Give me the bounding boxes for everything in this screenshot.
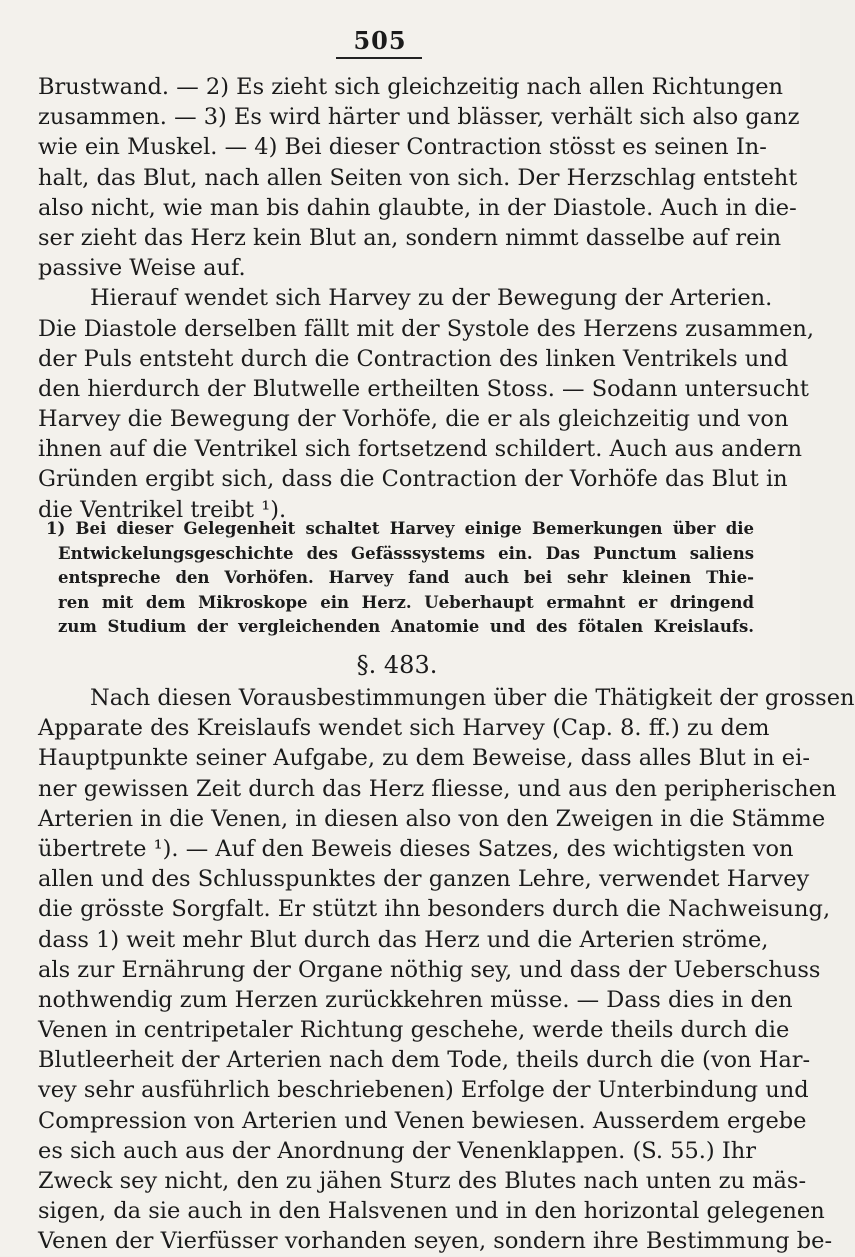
page-number-rule — [336, 57, 422, 59]
text-line: Arterien in die Venen, in diesen also von den Zweigen in die Stämme — [38, 805, 826, 832]
text-line: also nicht, wie man bis dahin glaubte, in der Diastole. Auch in die- — [38, 194, 797, 221]
text-line: die Ventrikel treibt ¹). — [38, 496, 287, 523]
text-line: Hauptpunkte seiner Aufgabe, zu dem Beweise, dass alles Blut in ei- — [38, 745, 810, 772]
text-line: Gründen ergibt sich, dass die Contraction der Vorhöfe das Blut in — [38, 466, 788, 493]
text-line: übertrete ¹). — Auf den Beweis dieses Satzes, des wichtigsten von — [38, 835, 794, 862]
text-line: ihnen auf die Ventrikel sich fortsetzend schildert. Auch aus andern — [38, 436, 802, 463]
top-paragraphs — [38, 72, 815, 525]
text-line: Venen der Vierfüsser vorhanden seyen, sondern ihre Bestimmung be- — [38, 1228, 833, 1255]
text-line: der Puls entsteht durch die Contraction des linken Ventrikels und — [38, 345, 789, 372]
footnote-line: 1) Bei dieser Gelegenheit schaltet Harvey einige Bemerkungen über die — [46, 519, 754, 538]
footnote-line: zum Studium der vergleichenden Anatomie und des fötalen Kreislaufs. — [58, 617, 754, 637]
text-line: als zur Ernährung der Organe nöthig sey, und dass der Ueberschuss — [38, 956, 821, 983]
text-line: sigen, da sie auch in den Halsvenen und in den horizontal gelegenen — [38, 1198, 825, 1225]
text-line: halt, das Blut, nach allen Seiten von sich. Der Herzschlag entsteht — [38, 164, 798, 191]
text-line: Zweck sey nicht, den zu jähen Sturz des Blutes nach unten zu mäs- — [38, 1168, 807, 1194]
text-line: Harvey die Bewegung der Vorhöfe, die er als gleichzeitig und von — [38, 406, 789, 433]
text-line: ser zieht das Herz kein Blut an, sondern nimmt dasselbe auf rein — [38, 224, 782, 251]
text-line: Brustwand. — 2) Es zieht sich gleichzeitig nach allen Richtungen — [38, 74, 784, 100]
text-line: nothwendig zum Herzen zurückkehren müsse. — Dass dies in den — [38, 986, 793, 1013]
text-line: Compression von Arterien und Venen bewiesen. Ausserdem ergebe — [38, 1107, 807, 1134]
bottom-paragraphs — [38, 683, 855, 1257]
text-line: dass 1) weit mehr Blut durch das Herz und die Arterien ströme, — [38, 926, 769, 953]
footnote-line: ren mit dem Mikroskope ein Herz. Ueberhaupt ermahnt er dringend — [58, 592, 754, 612]
page-number: 505 — [353, 26, 407, 55]
text-line: vey sehr ausführlich beschriebenen) Erfolge der Unterbindung und — [38, 1077, 809, 1104]
text-line: die grösste Sorgfalt. Er stützt ihn besonders durch die Nachweisung, — [38, 896, 831, 923]
section-heading: §. 483. — [356, 651, 438, 679]
text-line: allen und des Schlusspunktes der ganzen Lehre, verwendet Harvey — [38, 866, 810, 893]
footnote-line: Entwickelungsgeschichte des Gefässsystems ein. Das Punctum saliens — [58, 543, 754, 563]
text-line: es sich auch aus der Anordnung der Venenklappen. (S. 55.) Ihr — [38, 1137, 756, 1164]
text-line: Apparate des Kreislaufs wendet sich Harvey (Cap. 8. ff.) zu dem — [38, 715, 770, 742]
text-line: Blutleerheit der Arterien nach dem Tode, theils durch die (von Har- — [38, 1047, 811, 1074]
text-line: ner gewissen Zeit durch das Herz fliesse, und aus den peripherischen — [38, 775, 837, 802]
text-line: den hierdurch der Blutwelle ertheilten Stoss. — Sodann untersucht — [38, 375, 809, 402]
text-line: Die Diastole derselben fällt mit der Systole des Herzens zusammen, — [38, 315, 815, 342]
text-line: zusammen. — 3) Es wird härter und blässer, verhält sich also ganz — [38, 104, 800, 131]
text-line: wie ein Muskel. — 4) Bei dieser Contraction stösst es seinen In- — [38, 134, 767, 161]
footnote — [46, 517, 754, 640]
text-line: Hierauf wendet sich Harvey zu der Bewegung der Arterien. — [90, 285, 773, 312]
section-heading-block — [38, 650, 756, 680]
text-line: Venen in centripetaler Richtung geschehe, werde theils durch die — [38, 1017, 790, 1044]
text-line: passive Weise auf. — [38, 255, 246, 282]
footnote-line: entspreche den Vorhöfen. Harvey fand auch bei sehr kleinen Thie- — [58, 568, 754, 588]
text-line: Nach diesen Vorausbestimmungen über die Thätigkeit der grossen — [90, 685, 855, 711]
